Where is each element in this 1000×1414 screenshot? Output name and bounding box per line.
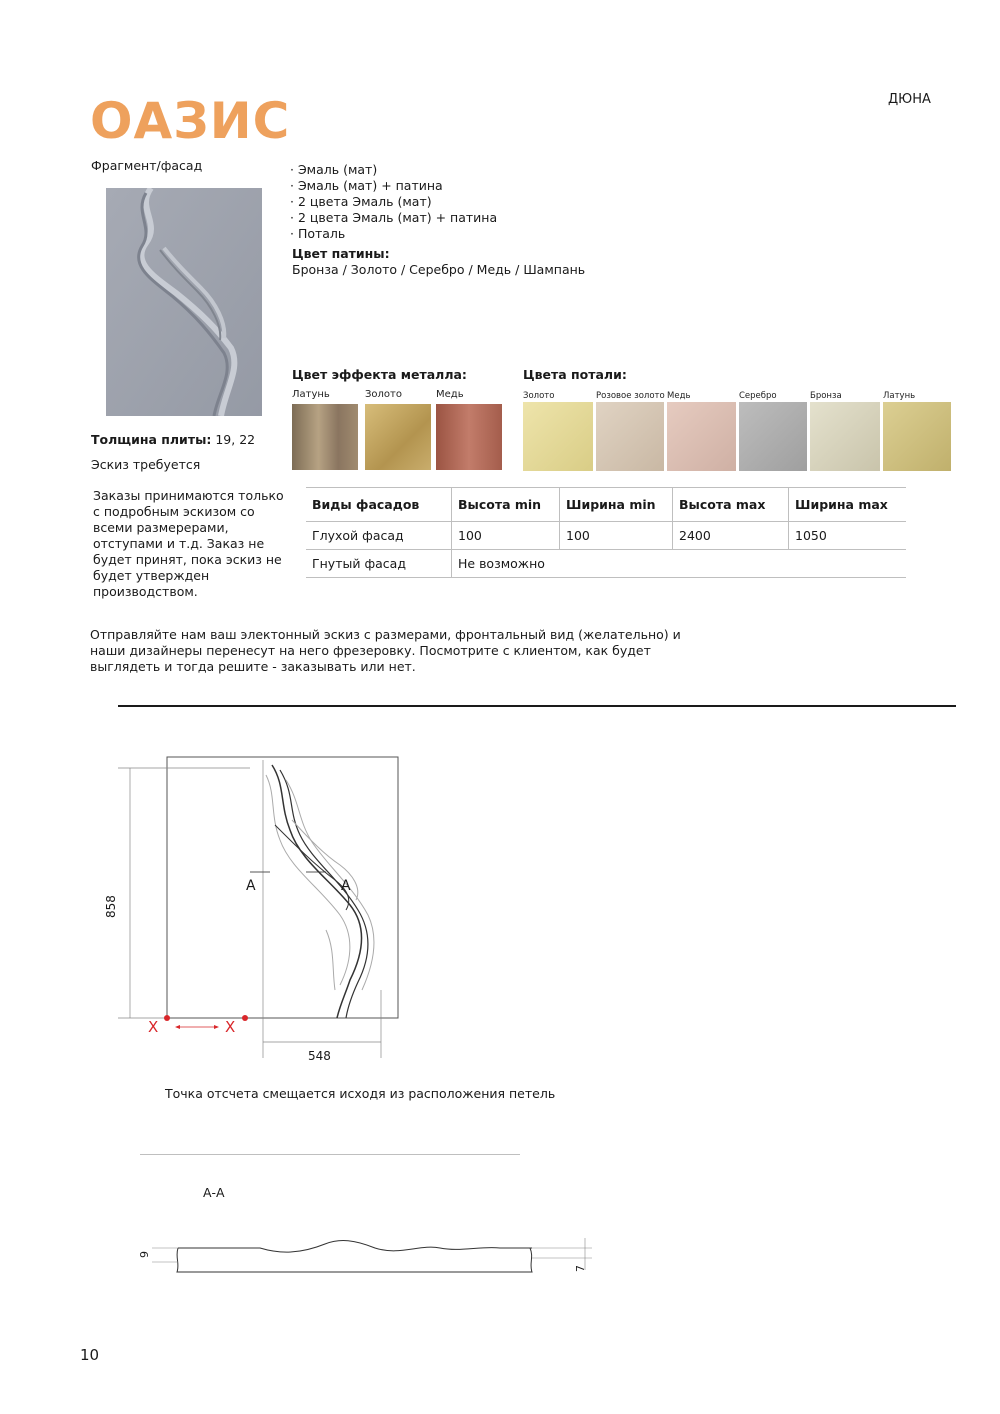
thickness-value: 19, 22 xyxy=(211,432,256,447)
finish-item: · 2 цвета Эмаль (мат) + патина xyxy=(290,210,498,225)
table-cell: 100 xyxy=(560,522,673,550)
sketch-required: Эскиз требуется xyxy=(91,457,201,472)
origin-note: Точка отсчета смещается исходя из расположения петель xyxy=(165,1086,556,1101)
table-header-row xyxy=(306,488,906,522)
send-note: Отправляйте нам ваш электонный эскиз с размерами, фронтальный вид (желательно) и наши дизайнеры перенесут на него фрезеровку. Посмотрите с клиентом, как будет выглядеть и тогда решите - заказывать или нет. xyxy=(90,627,681,674)
metal-swatch-label: Латунь xyxy=(292,389,330,400)
leaf-swatch-silver xyxy=(739,402,807,471)
finish-item: · Эмаль (мат) + патина xyxy=(290,178,443,193)
thickness-row xyxy=(91,432,255,448)
leaf-swatch-rose-gold xyxy=(596,402,664,471)
section-mark-right: А xyxy=(341,878,351,894)
metal-swatch-brass xyxy=(292,404,358,470)
table-header-cell: Ширина min xyxy=(560,488,673,522)
leaf-swatch-copper xyxy=(667,402,736,471)
leaf-swatch-gold xyxy=(523,402,593,471)
metal-swatch-gold xyxy=(365,404,431,470)
leaf-swatch-label: Серебро xyxy=(739,391,777,401)
table-row xyxy=(306,522,906,550)
patina-options: Бронза / Золото / Серебро / Медь / Шампань xyxy=(292,262,586,277)
page-title: ОАЗИС xyxy=(90,92,291,150)
table-row xyxy=(306,550,906,578)
brand-label: ДЮНА xyxy=(888,92,931,107)
section-dim-left: 9 xyxy=(138,1251,151,1258)
table-cell: 1050 xyxy=(789,522,907,550)
table-cell: 2400 xyxy=(673,522,789,550)
leaf-swatch-label: Золото xyxy=(523,391,555,401)
metal-swatch-copper xyxy=(436,404,502,470)
table-cell: Не возможно xyxy=(452,550,907,578)
section-separator xyxy=(140,1154,520,1155)
section-title: А-А xyxy=(203,1185,225,1200)
leaf-swatch-label: Латунь xyxy=(883,391,916,401)
height-dimension: 858 xyxy=(104,895,118,918)
gold-leaf-heading: Цвета потали: xyxy=(523,367,627,382)
thickness-label: Толщина плиты: xyxy=(91,432,212,447)
patina-heading: Цвет патины: xyxy=(292,246,390,261)
origin-marker-left: X xyxy=(148,1018,159,1036)
section-mark-left: А xyxy=(246,878,256,894)
origin-marker-right: X xyxy=(225,1018,236,1036)
leaf-swatch-brass xyxy=(883,402,951,471)
section-dim-right: 7 xyxy=(574,1265,587,1272)
table-cell: Гнутый фасад xyxy=(306,550,452,578)
section-profile xyxy=(140,1232,600,1280)
section-divider xyxy=(118,705,956,707)
width-dimension: 548 xyxy=(308,1049,331,1063)
leaf-swatch-label: Розовое золото xyxy=(596,391,665,401)
technical-drawing xyxy=(100,740,520,1070)
finishes-list xyxy=(290,162,497,242)
table-header-cell: Виды фасадов xyxy=(306,488,452,522)
panel-photo xyxy=(106,188,262,416)
leaf-swatch-label: Медь xyxy=(667,391,691,401)
finish-item: · Эмаль (мат) xyxy=(290,162,378,177)
table-cell: Глухой фасад xyxy=(306,522,452,550)
table-cell: 100 xyxy=(452,522,560,550)
spec-table xyxy=(306,487,906,578)
orders-note: Заказы принимаются только с подробным эскизом со всеми размерерами, отступами и т.д. Заказ не будет принят, пока эскиз не будет утвержден производством. xyxy=(93,488,284,599)
page-number: 10 xyxy=(80,1346,100,1364)
metal-effect-heading: Цвет эффекта металла: xyxy=(292,367,467,382)
table-header-cell: Высота min xyxy=(452,488,560,522)
leaf-swatch-label: Бронза xyxy=(810,391,842,401)
leaf-swatch-bronze xyxy=(810,402,880,471)
table-header-cell: Ширина max xyxy=(789,488,907,522)
table-header-cell: Высота max xyxy=(673,488,789,522)
metal-swatch-label: Золото xyxy=(365,389,402,400)
finish-item: · Поталь xyxy=(290,226,346,241)
fragment-label: Фрагмент/фасад xyxy=(91,158,203,173)
metal-swatch-label: Медь xyxy=(436,389,464,400)
finish-item: · 2 цвета Эмаль (мат) xyxy=(290,194,432,209)
